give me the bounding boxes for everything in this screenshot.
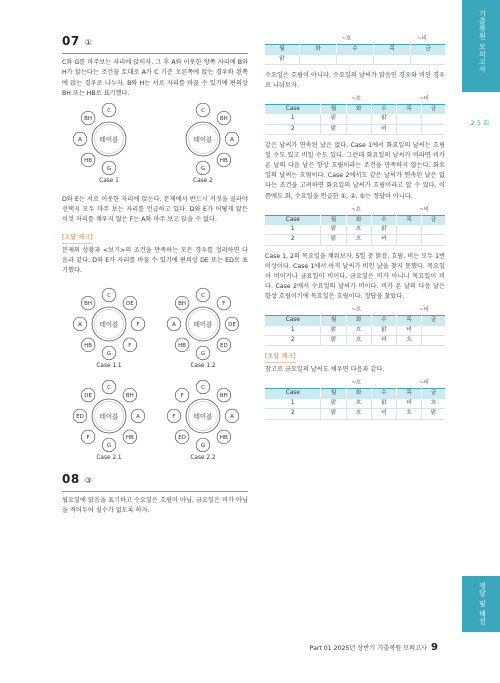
right-seat-label: A <box>230 136 234 143</box>
table-header: 목 <box>396 316 421 326</box>
tl-seat-label: BH <box>178 301 187 308</box>
table-cell: 비 <box>371 124 396 134</box>
table-header: 화 <box>346 389 371 399</box>
table-cell: 흐 <box>346 326 371 336</box>
right-seat-label: DE <box>228 321 236 328</box>
table-cell: 비 <box>371 409 396 419</box>
table-header: 수 <box>371 316 396 326</box>
case-caption: Case 2.1 <box>96 454 122 461</box>
table-row <box>265 335 445 345</box>
page-number: 9 <box>431 642 438 653</box>
table-label: 테이블 <box>193 135 213 144</box>
wrong-answer-check-tag-right: [오답 체크] <box>265 352 296 363</box>
tr-seat-label: BH <box>219 393 228 400</box>
left-column <box>62 32 248 516</box>
right-paragraph-1: 수요일은 흐림이 아니다. 수요일의 날씨가 맑음인 경우와 비인 경우로 나눠보자. <box>265 71 445 89</box>
top-seat-label: C <box>107 292 111 299</box>
table-header: 월 <box>321 215 346 225</box>
sidebar-top-label: 기출복원 모의고사 <box>478 10 487 73</box>
note-not-cloudy: ~흐 <box>351 95 362 102</box>
weather-table3 <box>265 215 445 246</box>
table-cell <box>346 124 371 134</box>
table-cell: 맑 <box>371 326 396 336</box>
table-row <box>265 124 445 134</box>
table-cell: 비 <box>396 326 421 336</box>
note-not-rain: ~비 <box>419 95 429 102</box>
table-header: 수 <box>371 215 396 225</box>
case-caption: Case 1 <box>99 177 119 184</box>
table-cell: 흐 <box>346 399 371 409</box>
table-cell <box>422 326 445 336</box>
header-mon: 월 <box>265 45 299 55</box>
diagram-case21 <box>73 380 145 461</box>
table-cell: 흐 <box>346 225 371 235</box>
table-cell: 2 <box>265 335 321 345</box>
table-cell <box>346 114 371 124</box>
table-cell: 1 <box>265 326 321 336</box>
question-number: 08 <box>62 471 80 486</box>
footer-title: Part 01 2025년 상반기 기출복원 모의고사 <box>309 645 428 652</box>
table-header: 화 <box>346 316 371 326</box>
top-seat-label: C <box>201 292 205 299</box>
tl-seat-label: BH <box>84 301 93 308</box>
table-header: 금 <box>422 104 445 114</box>
top-seat-label: C <box>201 107 205 114</box>
table-label: 테이블 <box>99 412 119 421</box>
sidebar-chapter-number: 2 5 회 <box>470 119 490 127</box>
table-cell: 비 <box>396 399 421 409</box>
table-cell: 흐 <box>346 235 371 245</box>
table-header: 월 <box>321 316 346 326</box>
question-07-header <box>62 32 248 54</box>
bl-seat-label: F <box>86 434 90 441</box>
left-seat-label: A <box>78 321 82 328</box>
table-row <box>265 326 445 336</box>
tl-seat-label: BH <box>84 115 93 122</box>
table-header: 화 <box>346 215 371 225</box>
br-seat-label: HB <box>125 434 134 441</box>
right-column <box>265 35 445 420</box>
case-caption: Case 2 <box>193 177 213 184</box>
diagram-case11 <box>73 288 145 369</box>
table-label: 테이블 <box>99 135 119 144</box>
table-cell <box>396 225 421 235</box>
note-not-cloudy: ~흐 <box>351 206 362 213</box>
tr-seat-label: F <box>222 301 226 308</box>
table3-notes <box>265 206 445 215</box>
top-seat-label: C <box>107 107 111 114</box>
table-cell: 1 <box>265 114 321 124</box>
bottom-seat-label: G <box>200 165 206 172</box>
note-not-rain: ~비 <box>419 307 429 314</box>
sidebar-bottom-label: 정답 및 해설 <box>478 582 487 625</box>
sidebar-section-tab <box>462 0 500 92</box>
bottom-seat-label: G <box>106 350 112 357</box>
table-cell <box>396 124 421 134</box>
weather-table5 <box>265 388 445 419</box>
case-subcase-diagram <box>62 280 248 466</box>
diagram-case2 <box>186 103 239 184</box>
wrong-answer-check-text-right: 참고로 금요일의 날씨도 채우면 다음과 같다. <box>265 366 385 374</box>
tl-seat-label: DE <box>84 393 92 400</box>
table-header: 목 <box>396 104 421 114</box>
right-seat-label: A <box>230 413 234 420</box>
table-cell: 2 <box>265 124 321 134</box>
table-cell: 맑 <box>321 124 346 134</box>
tr-seat-label: DE <box>126 301 134 308</box>
sidebar-answer-tab <box>462 576 500 632</box>
left-seat-label: ED <box>76 413 84 420</box>
table-cell: 맑 <box>321 326 346 336</box>
header-fri: 금 <box>411 45 445 55</box>
table-cell: 맑 <box>321 335 346 345</box>
note-not-rain: ~비 <box>419 380 429 387</box>
top-seat-label: C <box>107 384 111 391</box>
bl-seat-label: HB <box>84 342 93 349</box>
weather-table-1 <box>265 44 445 65</box>
table-cell: 2 <box>265 409 321 419</box>
table-cell: 흐 <box>422 399 445 409</box>
table-header: 목 <box>396 215 421 225</box>
table2-notes <box>265 95 445 104</box>
table-cell <box>422 225 445 235</box>
bottom-seat-label: G <box>200 350 206 357</box>
tl-seat-label: F <box>180 393 184 400</box>
tr-seat-label: BH <box>125 393 134 400</box>
right-seat-label: F <box>136 321 140 328</box>
case-caption: Case 2.2 <box>190 454 216 461</box>
header-thu: 목 <box>374 45 411 55</box>
bl-seat-label: HB <box>84 157 93 164</box>
table-cell: 1 <box>265 399 321 409</box>
table-header: Case <box>265 215 321 225</box>
table-cell: 맑 <box>321 114 346 124</box>
table-cell <box>422 114 445 124</box>
question-08-header <box>62 470 248 492</box>
br-seat-label: F <box>128 342 132 349</box>
table-cell: 1 <box>265 225 321 235</box>
header-tue: 화 <box>299 45 336 55</box>
table-cell: 맑 <box>321 409 346 419</box>
table-cell: 맑 <box>371 225 396 235</box>
weather-table2 <box>265 104 445 135</box>
table-cell: 흐 <box>346 335 371 345</box>
table-header: 금 <box>422 215 445 225</box>
bottom-seat-label: G <box>106 442 112 449</box>
table-header: Case <box>265 389 321 399</box>
table-cell: 맑 <box>321 225 346 235</box>
q07-paragraph-2: D와 E는 서로 이웃한 자리에 앉는다. 문제에서 반드시 거짓을 골라야 선택지 모두 마주 보는 자리를 언급하고 있다. D와 E가 어떻게 앉든 이것 자리를 채우지 않은 F는 A와 마주 보고 앉을 수 없다. <box>62 195 248 223</box>
bl-seat-label: ED <box>178 434 186 441</box>
table-cell: 맑 <box>371 399 396 409</box>
table-header: 수 <box>371 104 396 114</box>
right-paragraph-3: Case 1, 2의 목요일을 채워보자. 5일 중 맑음, 흐림, 비는 모두 1번 이상이다. Case 1에서 아직 날씨가 비인 날을 찾지 못했다. 목요일이 비이거나 금요일이 비이다. 금요일은 비가 아니니 목요일이 비다. Case 2에서 수요일의 날씨가 비이다. 비가 온 날의 다음 날은 항상 흐림이기에 목요일은 흐림이다. 정답을 찾았다. <box>265 252 445 301</box>
table-header: 수 <box>371 389 396 399</box>
table-label: 테이블 <box>193 320 213 329</box>
answer-mark: ① <box>84 38 92 47</box>
table-header: 목 <box>396 389 421 399</box>
table-cell: 비 <box>371 335 396 345</box>
table-cell: 2 <box>265 235 321 245</box>
note-not-rain: ~비 <box>419 206 429 213</box>
seating-diagram-1 <box>62 99 248 191</box>
table-cell: 맑 <box>371 114 396 124</box>
table-cell: 비 <box>371 235 396 245</box>
table-header: Case <box>265 104 321 114</box>
table-row <box>265 225 445 235</box>
wrong-answer-check-text: 문제의 상황과 <보기>의 조건을 만족하는 모든 경우를 정리하면 다음과 같다. D와 E가 자리를 바꿀 수 있기에 편의상 DE 또는 ED로 표기했다. <box>62 246 248 274</box>
table1-notes <box>265 35 445 44</box>
answer-mark: ③ <box>84 475 92 485</box>
header-wed: 수 <box>336 45 373 55</box>
table-row <box>265 409 445 419</box>
bottom-seat-label: G <box>106 165 112 172</box>
left-seat-label: A <box>172 321 176 328</box>
table-cell <box>422 235 445 245</box>
note-not-rain: ~비 <box>417 36 427 42</box>
table-cell: 흐 <box>346 409 371 419</box>
question-number: 07 <box>62 34 80 48</box>
table-cell <box>396 235 421 245</box>
q08-paragraph: 월요일에 맑음을 표기하고 수요일은 흐림이 아님, 금요일은 비가 아님을 적어두어 실수가 없도록 하자. <box>62 497 248 515</box>
table-header: 금 <box>422 316 445 326</box>
table-cell: 흐 <box>396 409 421 419</box>
diagram-case1 <box>73 103 126 184</box>
br-seat-label: HB <box>219 434 228 441</box>
right-seat-label: A <box>136 413 140 420</box>
table-header: 화 <box>346 104 371 114</box>
br-seat-label: ED <box>220 342 228 349</box>
table-row: 맑 <box>265 55 445 65</box>
tr-seat-label: BH <box>219 115 228 122</box>
note-not-cloudy: ~흐 <box>351 380 362 387</box>
table-cell: 맑 <box>321 235 346 245</box>
table-cell <box>422 124 445 134</box>
table-label: 테이블 <box>99 320 119 329</box>
table5-notes <box>265 379 445 388</box>
table-cell <box>422 335 445 345</box>
table4-notes <box>265 306 445 315</box>
table-header: 월 <box>321 389 346 399</box>
seating-diagram-2 <box>62 280 248 466</box>
left-seat-label: F <box>172 413 176 420</box>
note-not-cloudy: ~흐 <box>351 307 362 314</box>
case-caption: Case 1.1 <box>96 362 122 369</box>
case-1-2-diagram <box>62 99 248 191</box>
table-header: 월 <box>321 104 346 114</box>
table-cell: 맑 <box>422 409 445 419</box>
right-paragraph-2: 같은 날씨가 연속된 날은 없다. Case 1에서 화요일의 날씨는 흐림일 수도 있고 비일 수도 있다. 그런데 화요일의 날씨가 비라면 비가 온 날의 다음 날은 항상 흐림이라는 조건을 만족하지 않는다. 화요일의 날씨는 흐림이다. Case 2에서도 같은 날씨가 연속된 날은 없다는 조건을 고려하면 화요일의 날씨가 흐림이라고 알 수 있다. 이쯤에도 화, 수요일을 언급한 ①, ②, ⑤는 정답이 아니다. <box>265 142 445 200</box>
table-header: Case <box>265 316 321 326</box>
table-cell <box>396 114 421 124</box>
weather-table4 <box>265 315 445 346</box>
table-cell: 흐 <box>396 335 421 345</box>
diagram-case22 <box>167 380 239 461</box>
table-row <box>265 235 445 245</box>
table-label: 테이블 <box>193 412 213 421</box>
q07-paragraph-1: C와 G를 마주보는 자리에 앉히자. 그 후 A와 이웃한 양쪽 자리에 B와 H가 앉는다는 조건을 토대로 A가 C 기준 오른쪽에 앉는 경우와 왼쪽에 앉는 경우로 나누자. B와 H는 서로 자리를 바꿀 수 있기에 편의상 BH 또는 HB로 표기했다. <box>62 59 248 97</box>
table-row <box>265 399 445 409</box>
case-caption: Case 1.2 <box>190 362 216 369</box>
table-cell: 맑 <box>321 399 346 409</box>
diagram-case12 <box>167 288 239 369</box>
left-seat-label: A <box>78 136 82 143</box>
top-seat-label: C <box>201 384 205 391</box>
bottom-seat-label: G <box>200 442 206 449</box>
note-not-cloudy: ~흐 <box>341 36 352 42</box>
bl-seat-label: HB <box>178 342 187 349</box>
table-row <box>265 114 445 124</box>
page-footer <box>290 640 438 656</box>
wrong-answer-check-tag: [오답 체크] <box>62 233 93 244</box>
table-header: 금 <box>422 389 445 399</box>
br-seat-label: HB <box>219 157 228 164</box>
